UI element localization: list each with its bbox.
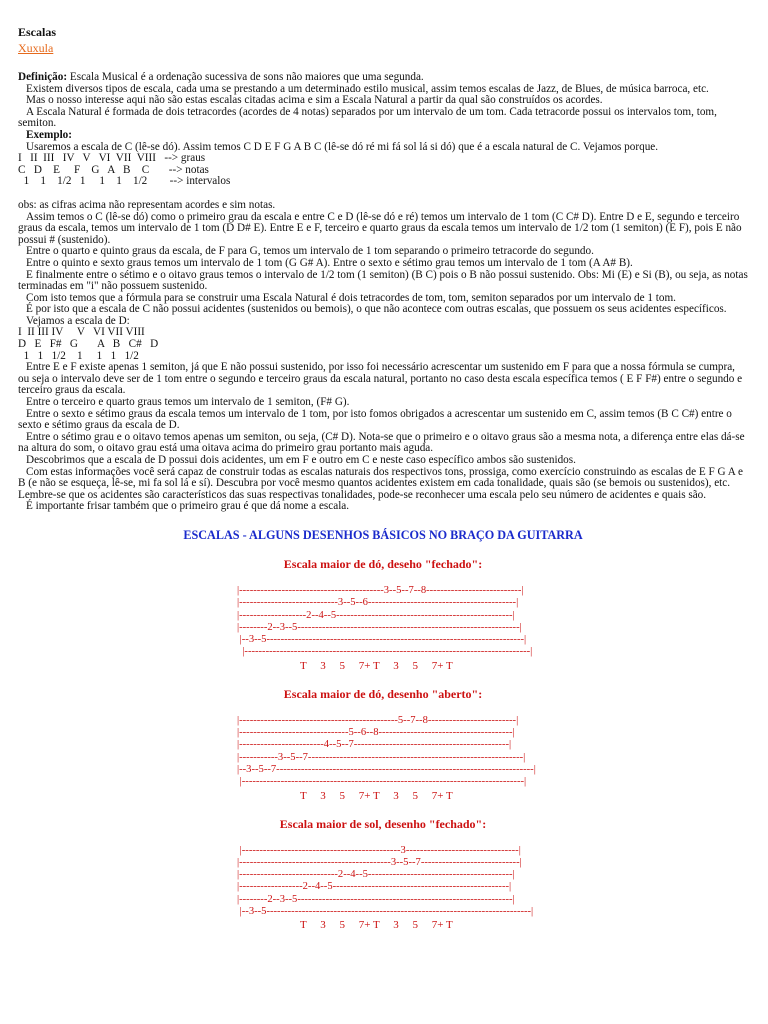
tab-line: |-------------------------------------------3--5--7----------------------------| [237, 856, 522, 868]
paragraph: Com isto temos que a fórmula para se construir uma Escala Natural é dois tetracordes de tom, tom, semiton separados por um intervalo de 1 tom. [26, 291, 676, 304]
obs-note: obs: as cifras acima não representam acordes e sim notas. [18, 198, 276, 211]
paragraph: Entre o sétimo grau e o oitavo temos apenas um semiton, ou seja, (C# D). Nota-se que o primeiro e o oitavo graus são a mesma nota, a diferença entre elas dá-se na altura do som, o oitavo grau está uma oitava acima do primeiro grau portanto mais aguda. [18, 430, 745, 455]
c-scale-intervals: 1 1 1/2 1 1 1 1/2 --> intervalos [18, 175, 231, 188]
c-scale-degrees: I II III IV V VI VII VIII --> graus [18, 152, 206, 165]
tab-diagram [18, 557, 748, 673]
d-scale-notes: D E F# G A B C# D [18, 338, 159, 351]
paragraph: É importante frisar também que o primeiro grau é que dá nome a escala. [26, 500, 350, 513]
tab-line: |-------------------------------5--6--8--------------------------------------| [237, 727, 515, 739]
tab-diagram [18, 817, 748, 933]
paragraph: Com estas informações você será capaz de construir todas as escalas naturais dos respectivos tons, prossiga, como exercício construindo as escalas de E F G A e B (e não se esqueça, lê-se, mi fa sol lá e sí). Descubra por você mesmo quantos acidentes existem em cada tonalidade, quais são (se bemois ou sustenidos), etc. Lembre-se que os acidentes são característicos das suas respectivas tonalidades, pode-se reconhecer uma escala pelo seu número de acidentes e quais são. [18, 465, 744, 501]
tab-line: |---------------------------------------------5--7--8-------------------------| [237, 714, 519, 726]
tab-diagram-title: Escala maior de sol, desenho "fechado": [279, 816, 487, 831]
page-title: Escalas [18, 25, 57, 39]
paragraph: Mas o nosso interesse aqui não são estas escalas citadas acima e sim a Escala Natural a partir da qual são construídos os acordes. [26, 94, 603, 107]
paragraph: Entre o terceiro e quarto graus temos um intervalo de 1 semiton, (F# G). [26, 396, 350, 409]
tab-intervals: T 3 5 7+ T 3 5 7+ T [300, 659, 453, 672]
d-scale-intervals: 1 1 1/2 1 1 1 1/2 [18, 349, 139, 362]
tab-line: |--3--5---------------------------------------------------------------------------| [237, 906, 534, 918]
article-body [18, 72, 748, 513]
paragraph: Descobrimos que a escala de D possui dois acidentes, um em F e outro em C e neste caso específico ambos são sustenidos. [26, 454, 576, 466]
tab-diagram-title: Escala maior de dó, deseho "fechado": [283, 556, 483, 571]
paragraph: Entre o sexto e sétimo graus da escala temos um intervalo de 1 tom, por isto fomos obrigados a acrescentar um sustenido em C, assim temos (B C C#) entre o sexto e sétimo graus da escala de D. [18, 407, 732, 432]
tab-diagram-title: Escala maior de dó, desenho "aberto": [283, 686, 483, 701]
definition-paragraph [18, 72, 748, 84]
tab-intervals: T 3 5 7+ T 3 5 7+ T [300, 919, 453, 932]
tab-diagram [18, 687, 748, 803]
paragraph: Entre o quinto e sexto graus temos um intervalo de 1 tom (G G# A). Entre o sexto e sétimo grau temos um intervalo de 1 tom (A A# B). [26, 256, 633, 269]
paragraph: A Escala Natural é formada de dois tetracordes (acordes de 4 notas) separados por um intervalo de um tom. Cada tetracorde possui os intervalos tom, tom, semiton. [18, 105, 717, 130]
definition-text: Escala Musical é a ordenação sucessiva de sons não maiores que uma segunda. [67, 71, 424, 83]
paragraph: É por isto que a escala de C não possui acidentes (sustenidos ou bemois), o que não acontece com outras escalas, que possuem os seus acidentes específicos. [26, 303, 727, 316]
paragraph: Existem diversos tipos de escala, cada uma se prestando a um determinado estilo musical, assim temos escalas de Jazz, de Blues, de música barroca, etc. [26, 82, 709, 95]
paragraph: Vejamos a escala de D: [26, 314, 130, 327]
tab-line: |--------2--3--5-------------------------------------------------------------| [237, 893, 515, 905]
diagrams-section-title: ESCALAS - ALGUNS DESENHOS BÁSICOS NO BRAÇO DA GUITARRA [183, 527, 583, 542]
tab-line: |---------------------------------------------3--------------------------------| [237, 844, 521, 856]
tab-line: |------------------------4--5--7--------------------------------------------| [237, 739, 512, 751]
d-scale-degrees: I II III IV V VI VII VIII [18, 326, 145, 339]
tab-line: |------------------2--4--5--------------------------------------------------| [237, 881, 512, 893]
definition-label: Definição: [18, 71, 68, 83]
tab-line: |--------------------------------------------------------------------------------| [237, 776, 527, 788]
document-page [18, 26, 748, 932]
tab-line: |--3--5--7-------------------------------------------------------------------------| [237, 763, 536, 775]
paragraph: Usaremos a escala de C (lê-se dó). Assim temos C D E F G A B C (lê-se dó ré mi fá sol lá si dó) que é a escala natural de C. Vejamos porque. [26, 140, 659, 153]
tab-line: |--3--5-------------------------------------------------------------------------| [237, 634, 527, 646]
tab-line: |-----------------------------------------3--5--7--8---------------------------| [237, 584, 524, 596]
paragraph: Entre o quarto e quinto graus da escala, de F para G, temos um intervalo de 1 tom separando o primeiro tetracorde do segundo. [26, 245, 594, 258]
tab-line: |-----------3--5--7-------------------------------------------------------------| [237, 751, 526, 763]
paragraph: Entre E e F existe apenas 1 semiton, já que E não possui sustenido, por isso foi necessário acrescentar um sustenido em F para que a nossa fórmula se cumpra, ou seja o intervalo deve ser de 1 tom entre o segundo e terceiro graus da escala natural, portanto no caso desta escala específica temos ( E F F#) entre o segundo e terceiro graus da escala. [18, 361, 743, 397]
tab-line: |----------------------------2--4--5-----------------------------------------| [237, 869, 515, 881]
paragraph: Assim temos o C (lê-se dó) como o primeiro grau da escala e entre C e D (lê-se dó e ré) temos um intervalo de 1 tom (C C# D). Entre D e E, segundo e terceiro graus da escala, temos um intervalo de 1 tom (D D# E). Entre E e F, terceiro e quarto graus da escala temos um intervalo de 1/2 tom (1 semiton) (E F), pois E não possui # (sustenido). [18, 210, 742, 246]
paragraph: E finalmente entre o sétimo e o oitavo graus temos o intervalo de 1/2 tom (1 semiton) (B C) pois o B não possui sustenido. Obs: Mi (E) e Si (B), ou seja, as notas terminadas em "i" não possuem sustenido. [18, 268, 748, 293]
tab-line: |--------2--3--5---------------------------------------------------------------| [237, 621, 522, 633]
tab-intervals: T 3 5 7+ T 3 5 7+ T [300, 789, 453, 802]
author-link[interactable]: Xuxula [18, 41, 54, 55]
c-scale-notes: C D E F G A B C --> notas [18, 163, 209, 176]
tab-line: |---------------------------------------------------------------------------------| [237, 646, 533, 658]
tab-line: |----------------------------3--5--6------------------------------------------| [237, 597, 519, 609]
tab-line: |-------------------2--4--5--------------------------------------------------| [237, 609, 515, 621]
example-label: Exemplo: [26, 128, 72, 141]
